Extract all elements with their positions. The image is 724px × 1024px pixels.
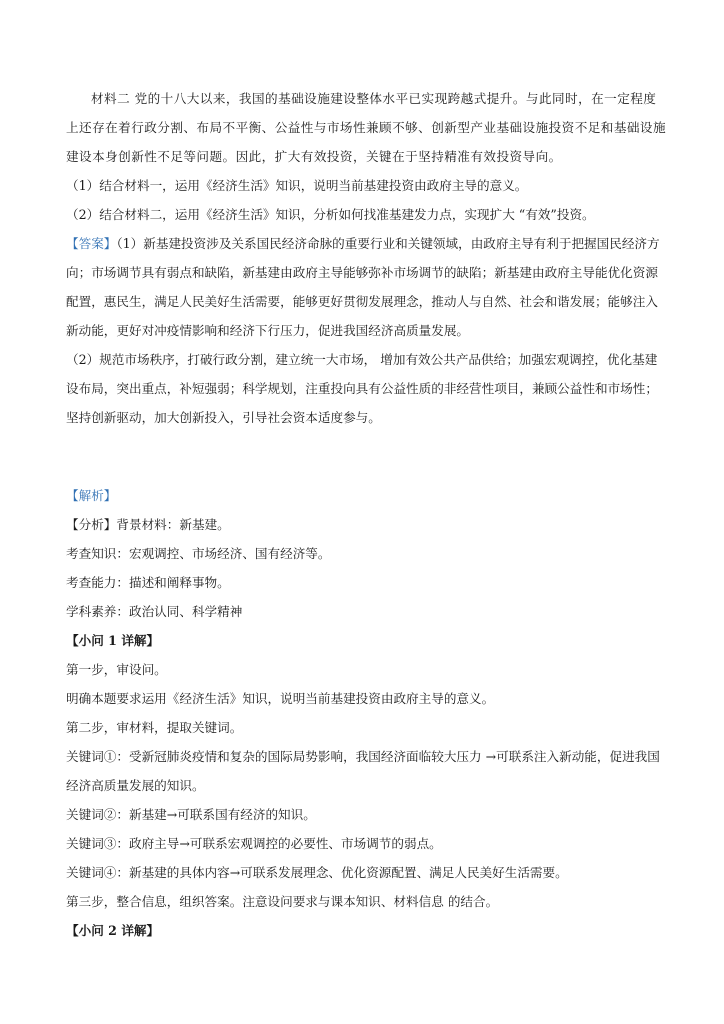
step-2: 第二步，审材料，提取关键词。	[66, 720, 243, 735]
question-2: （2）结合材料二，运用《经济生活》知识，分析如何找准基建发力点，实现扩大 “有效”投资。	[66, 207, 595, 222]
keyword-2: 关键词②：新基建→可联系国有经济的知识。	[66, 807, 316, 822]
step-1-detail: 明确本题要求运用《经济生活》知识，说明当前基建投资由政府主导的意义。	[66, 691, 495, 706]
answer-part-1-text: （1）新基建投资涉及关系国民经济命脉的重要行业和关键领域，由政府主导有利于把握国民经济方向；市场调节具有弱点和缺陷，新基建由政府主导能够弥补市场调节的缺陷；新基建由政府主导能优化资源配置，惠民生，满足人民美好生活需要，能够更好贯彻发展理念，推动人与自然、社会和谐发展；能够注入新动能，更好对冲疫情影响和经济下行压力，促进我国经济高质量发展。	[66, 236, 660, 338]
step-1: 第一步，审设问。	[66, 662, 167, 677]
answer-part-2: （2）规范市场秩序，打破行政分割，建立统一大市场， 增加有效公共产品供给；加强宏观调控，优化基建设布局，突出重点，补短强弱；科学规划，注重投向具有公益性质的非经营性项目，兼顾公益性和市场性；坚持创新驱动，加大创新投入，引导社会资本适度参与。	[66, 352, 658, 425]
keyword-3: 关键词③：政府主导→可联系宏观调控的必要性、市场调节的弱点。	[66, 836, 442, 851]
analysis-literacy: 学科素养：政治认同、科学精神	[66, 604, 243, 619]
material-2-paragraph: 材料二 党的十八大以来，我国的基础设施建设整体水平已实现跨越式提升。与此同时，在一定程度上还存在着行政分割、布局不平衡、公益性与市场性兼顾不够、创新型产业基础设施投资不足和基础设施建设本身创新性不足等问题。因此，扩大有效投资，关键在于坚持精准有效投资导向。	[66, 91, 667, 164]
keyword-1: 关键词①：受新冠肺炎疫情和复杂的国际局势影响，我国经济面临较大压力 →可联系注入新动能，促进我国经济高质量发展的知识。	[66, 749, 660, 793]
sub-question-1-title: 【小问 1 详解】	[66, 633, 160, 648]
answer-part-1	[66, 229, 666, 345]
sub-question-2-title: 【小问 2 详解】	[66, 923, 160, 938]
step-3: 第三步，整合信息，组织答案。注意设问要求与课本知识、材料信息 的结合。	[66, 894, 499, 909]
question-1: （1）结合材料一，运用《经济生活》知识，说明当前基建投资由政府主导的意义。	[66, 178, 528, 193]
keyword-4: 关键词④：新基建的具体内容→可联系发展理念、优化资源配置、满足人民美好生活需要。	[66, 865, 568, 880]
analysis-background: 【分析】背景材料：新基建。	[66, 517, 230, 532]
analysis-knowledge: 考查知识：宏观调控、市场经济、国有经济等。	[66, 546, 331, 561]
answer-tag: 【答案】	[66, 236, 117, 251]
analysis-tag: 【解析】	[66, 488, 117, 503]
analysis-ability: 考查能力：描述和阐释事物。	[66, 575, 230, 590]
